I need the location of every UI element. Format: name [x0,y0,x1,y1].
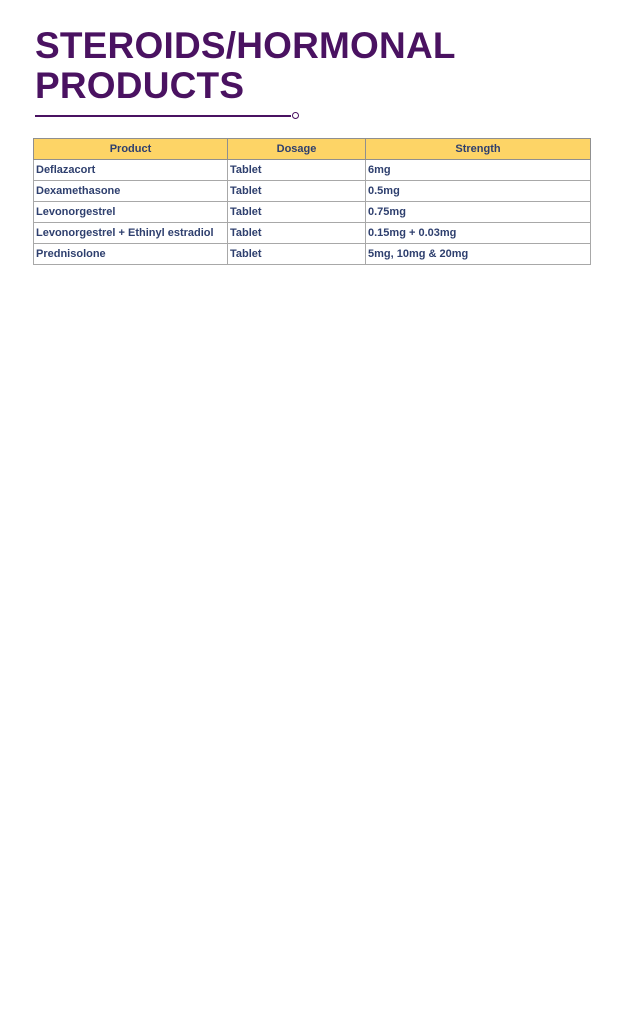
page-title-line-1: STEROIDS/HORMONAL [35,25,456,66]
product-cell: Dexamethasone [34,181,228,202]
dosage-cell: Tablet [228,181,366,202]
column-header-product: Product [34,139,228,160]
divider-line [35,115,291,117]
divider-end-circle-icon [292,112,299,119]
strength-cell: 6mg [366,160,591,181]
page-title-line-2: PRODUCTS [35,65,245,106]
dosage-cell: Tablet [228,223,366,244]
title-divider [35,112,299,120]
table-row [34,202,591,223]
column-header-strength: Strength [366,139,591,160]
table-row [34,244,591,265]
dosage-cell: Tablet [228,244,366,265]
strength-cell: 0.75mg [366,202,591,223]
product-cell: Levonorgestrel + Ethinyl estradiol [34,223,228,244]
dosage-cell: Tablet [228,202,366,223]
table-row [34,223,591,244]
product-cell: Deflazacort [34,160,228,181]
table-row [34,160,591,181]
column-header-dosage: Dosage [228,139,366,160]
strength-cell: 0.15mg + 0.03mg [366,223,591,244]
product-cell: Prednisolone [34,244,228,265]
products-table [33,138,591,265]
table-header-row [34,139,591,160]
product-cell: Levonorgestrel [34,202,228,223]
page-title [35,26,456,106]
strength-cell: 0.5mg [366,181,591,202]
strength-cell: 5mg, 10mg & 20mg [366,244,591,265]
dosage-cell: Tablet [228,160,366,181]
table-row [34,181,591,202]
